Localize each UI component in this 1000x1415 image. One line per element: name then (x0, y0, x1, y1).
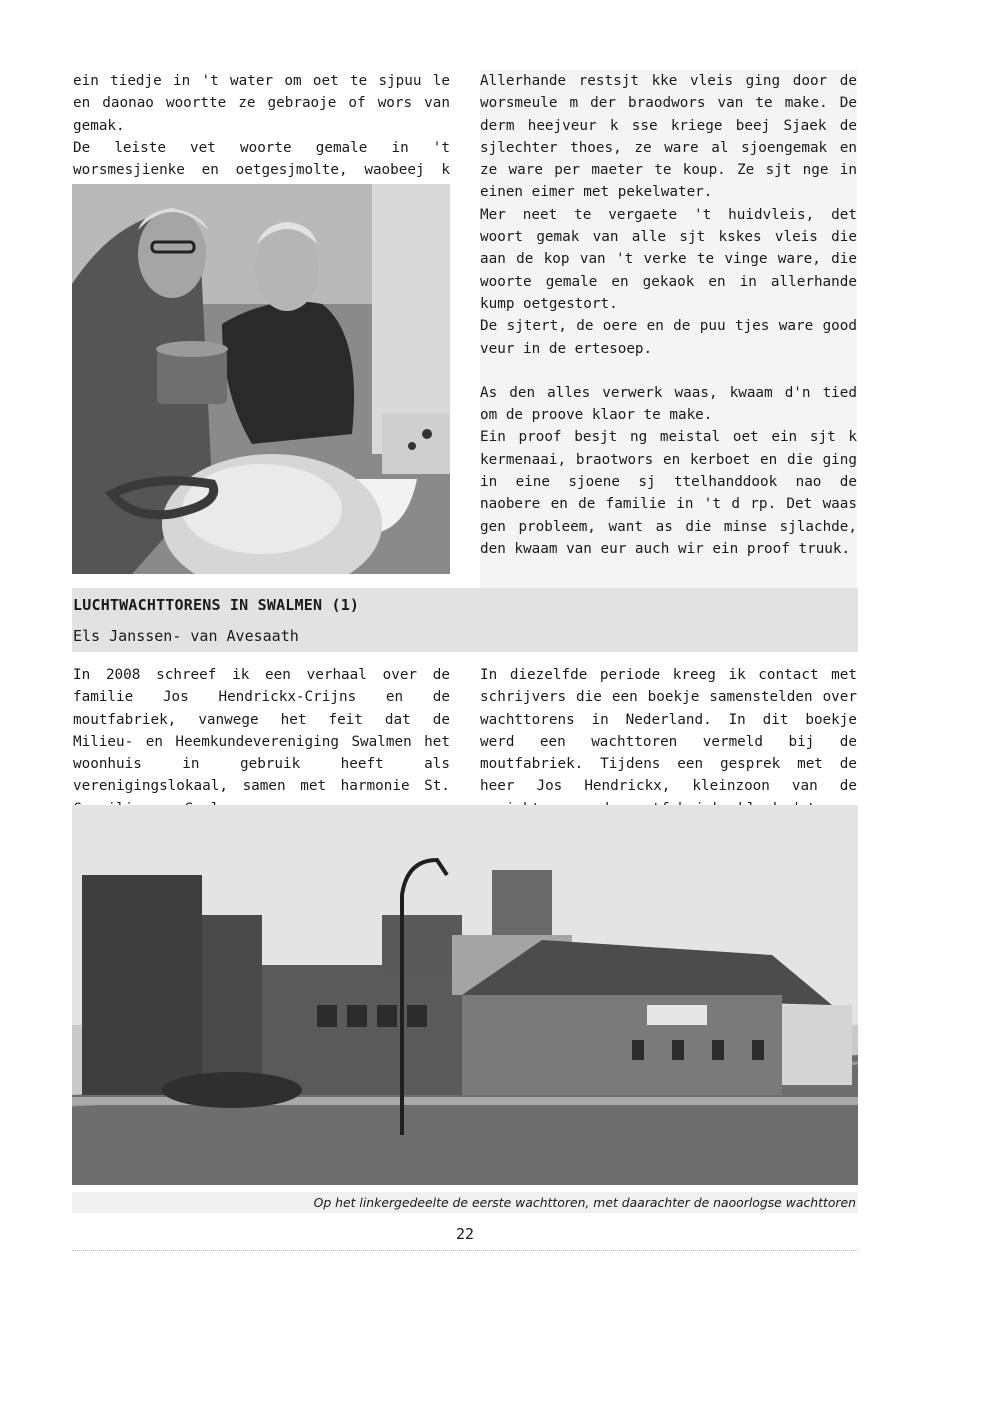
paragraph: De leiste vet woorte gemale in 't worsmesjienke en oetgesjmolte, waobeej k (73, 139, 450, 179)
footer-divider (72, 1250, 858, 1253)
paragraph: De sjtert, de oere en de puu tjes ware good veur in de ertesoep. (480, 318, 857, 357)
page-number: 22 (455, 1225, 475, 1243)
paragraph: Allerhande restsjt kke vleis ging door de worsmeule m der braodwors van te make. De derm heejveur k sse kriege beej Sjaek de sjlechter thoes, ze ware al sjoengemak en ze ware per maeter te koup. Ze sjt nge in einen eimer met pekelwater. (480, 73, 857, 201)
section-title: LUCHTWACHTTORENS IN SWALMEN (1) (73, 596, 360, 614)
paragraph: ein tiedje in 't water om oet te sjpuu le en daonao woortte ze gebraoje of wors van gemak. (73, 73, 450, 134)
right-column-top (480, 70, 857, 588)
paragraph: As den alles verwerk waas, kwaam d'n tied om de proove klaor te make. (480, 384, 857, 424)
paragraph: Mer neet te vergaete 't huidvleis, det woort gemak van alle sjt kskes vleis die aan de kop van 't verke te vinge ware, die woorte gemale en gekaok en in allerhande kump oetgestort. (480, 206, 857, 312)
photo-malt-factory (72, 805, 858, 1185)
paragraph: Ein proof besjt ng meistal oet ein sjt k kermenaai, braotwors en kerboet en die ging in eine sjoene sj ttelhanddook nao de naobere en de familie in 't d rp. Det waas gen probleem, want as die minse sjlachde, den kwaam van eur auch wir ein proof truuk. (480, 429, 857, 557)
paragraph: In 2008 schreef ik een verhaal over de familie Jos Hendrickx-Crijns en de moutfabriek, vanwege het feit dat de Milieu- en Heemkundevereniging Swalmen het woonhuis in gebruik heeft als verenigingslokaal, samen met harmonie St. (73, 667, 450, 795)
photo-sausage-making (72, 184, 450, 574)
right-column-bottom (480, 664, 857, 820)
caption-text: Op het linkergedeelte de eerste wachttoren, met daarachter de naoorlogse wachttoren (313, 1195, 856, 1210)
paragraph: In diezelfde periode kreeg ik contact met schrijvers die een boekje samenstelden over wachttorens in Nederland. In dit boekje werd een wachttoren vermeld bij de moutfabriek. Tijdens een gesprek met de heer Jos Hendrickx, kleinzoon van de (480, 667, 857, 795)
photo-caption (72, 1192, 858, 1213)
left-column-bottom (73, 664, 450, 820)
section-author: Els Janssen- van Avesaath (73, 627, 299, 645)
